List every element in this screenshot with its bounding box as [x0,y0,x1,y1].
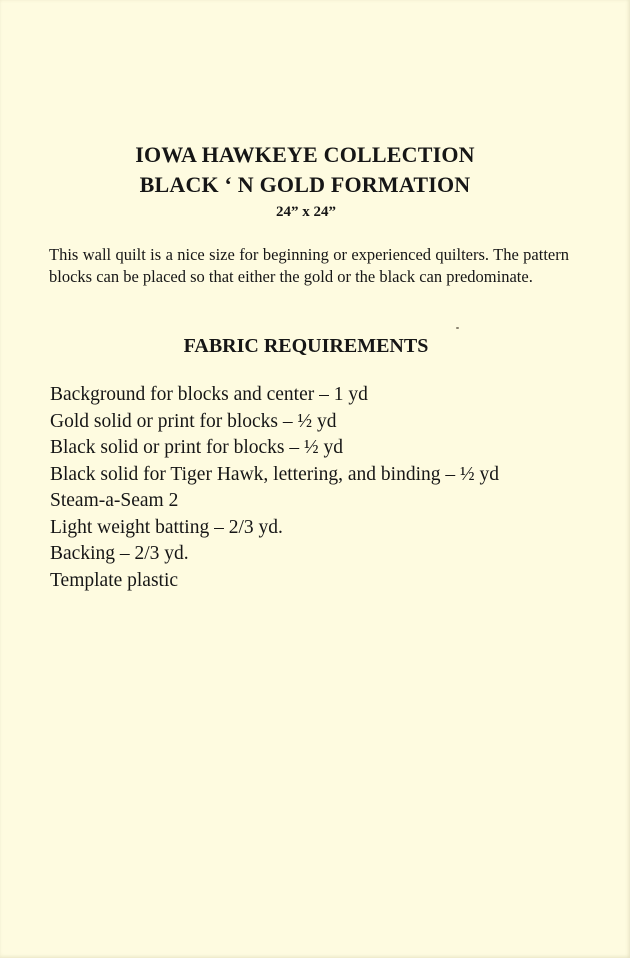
fabric-requirements-heading: FABRIC REQUIREMENTS [183,335,429,357]
list-item: Steam-a-Seam 2 [50,490,179,511]
list-item: Black solid or print for blocks – ½ yd [50,437,344,458]
paper-speck [456,327,459,329]
intro-paragraph: This wall quilt is a nice size for beginning or experienced quilters. The pattern blocks can be placed so that either the gold or the black can predominate. [49,245,569,286]
list-item: Template plastic [50,569,179,591]
list-item: Background for blocks and center – 1 yd [50,384,368,405]
list-item: Black solid for Tiger Hawk, lettering, and binding – ½ yd [50,463,499,485]
fabric-requirements-list [50,382,499,594]
page-edge [630,0,637,960]
quilt-dimensions: 24” x 24” [276,204,336,220]
pattern-title: BLACK ‘ N GOLD FORMATION [139,172,471,197]
list-item: Backing – 2/3 yd. [50,543,189,564]
collection-title: IOWA HAWKEYE COLLECTION [135,142,475,167]
list-item: Gold solid or print for blocks – ½ yd [50,410,337,432]
list-item: Light weight batting – 2/3 yd. [50,516,283,538]
